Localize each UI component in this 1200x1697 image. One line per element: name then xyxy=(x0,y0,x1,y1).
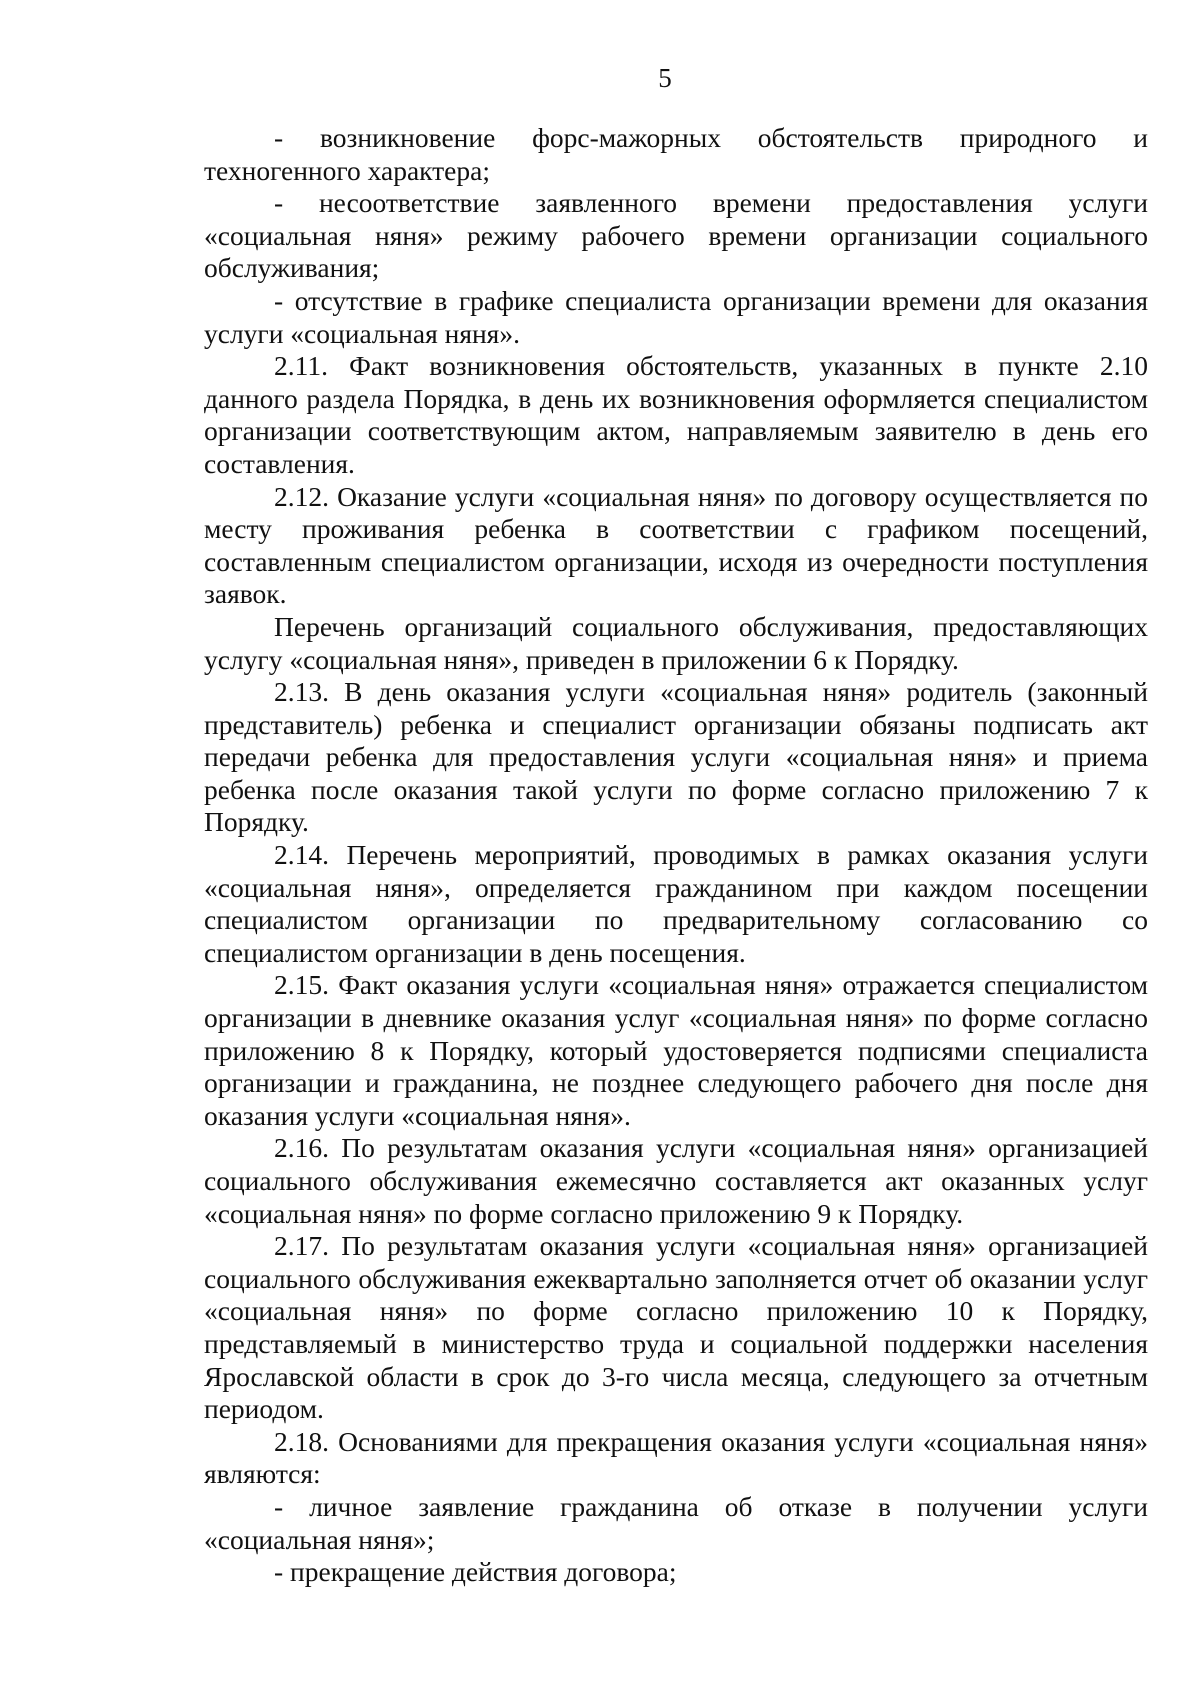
clause-2-12: 2.12. Оказание услуги «социальная няня» по договору осуществляется по месту проживания ребенка в соответствии с графиком посещений, составленным специалистом организации, исходя из очередности поступления заявок. xyxy=(204,480,1148,610)
list-item-force-majeure: - возникновение форс-мажорных обстоятельств природного и техногенного характера; xyxy=(204,122,1148,186)
document-body xyxy=(204,122,1148,1589)
clause-2-17: 2.17. По результатам оказания услуги «социальная няня» организацией социального обслуживания ежеквартально заполняется отчет об оказании услуг «социальная няня» по форме согласно приложению 10 к Порядку, представляемый в министерство труда и социальной поддержки населения Ярославской области в срок до 3-го числа месяца, следующего за отчетным периодом. xyxy=(204,1230,1148,1425)
clause-2-16: 2.16. По результатам оказания услуги «социальная няня» организацией социального обслуживания ежемесячно составляется акт оказанных услуг «социальная няня» по форме согласно приложению 9 к Порядку. xyxy=(204,1132,1148,1229)
list-item-no-specialist-time: - отсутствие в графике специалиста организации времени для оказания услуги «социальная няня». xyxy=(204,284,1148,349)
clause-2-13: 2.13. В день оказания услуги «социальная няня» родитель (законный представитель) ребенка и специалист организации обязаны подписать акт передачи ребенка для предоставления услуги «социальная няня» и приема ребенка после оказания такой услуги по форме согласно приложению 7 к Порядку. xyxy=(204,676,1148,838)
organizations-list-reference: Перечень организаций социального обслуживания, предоставляющих услугу «социальная няня», приведен в приложении 6 к Порядку. xyxy=(204,610,1148,675)
list-item-personal-refusal: - личное заявление гражданина об отказе в получении услуги «социальная няня»; xyxy=(204,1490,1148,1555)
clause-2-14: 2.14. Перечень мероприятий, проводимых в рамках оказания услуги «социальная няня», определяется гражданином при каждом посещении специалистом организации по предварительному согласованию со специалистом организации в день посещения. xyxy=(204,839,1148,968)
list-item-contract-termination: - прекращение действия договора; xyxy=(274,1556,677,1588)
clause-2-11: 2.11. Факт возникновения обстоятельств, указанных в пункте 2.10 данного раздела Порядка, в день их возникновения оформляется специалистом организации соответствующим актом, направляемым заявителю в день его составления. xyxy=(204,350,1148,479)
page-number: 5 xyxy=(658,63,672,93)
clause-2-15: 2.15. Факт оказания услуги «социальная няня» отражается специалистом организации в дневнике оказания услуг «социальная няня» по форме согласно приложению 8 к Порядку, который удостоверяется подписями специалиста организации и гражданина, не позднее следующего рабочего дня после дня оказания услуги «социальная няня». xyxy=(204,969,1148,1131)
clause-2-18: 2.18. Основаниями для прекращения оказания услуги «социальная няня» являются: xyxy=(204,1425,1148,1490)
list-item-time-mismatch: - несоответствие заявленного времени предоставления услуги «социальная няня» режиму рабочего времени организации социального обслуживания; xyxy=(204,187,1148,284)
